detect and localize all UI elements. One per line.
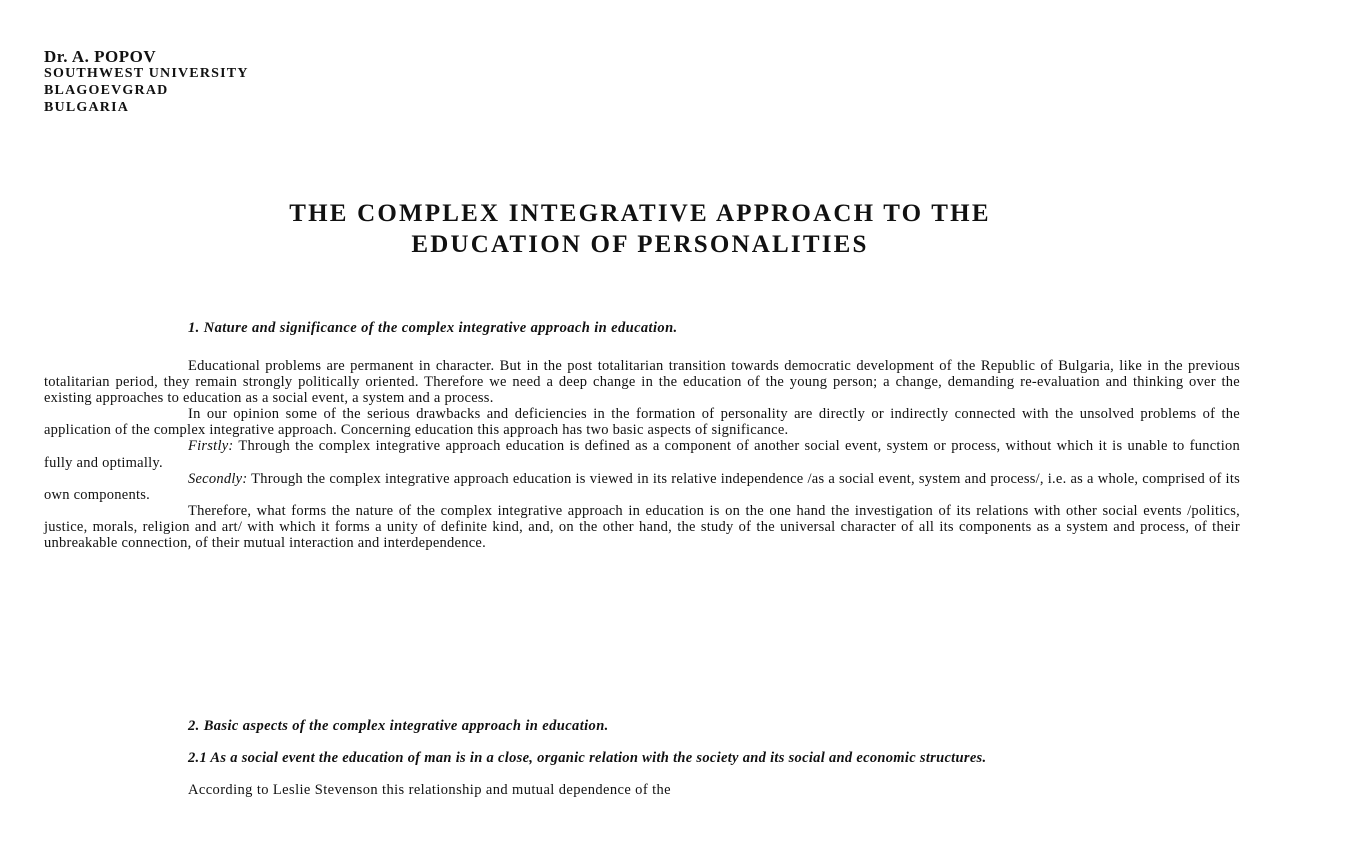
- paragraph-5: Therefore, what forms the nature of the complex integrative approach in education is on the one hand the investigation of its relations with other social events /politics, justice, morals, religion and art/ with which it forms a unity of definite kind, and, on the other hand, the study of the universal character of all its components as a system and process, of their unbreakable connection, of their mutual interaction and interdependence.: [44, 502, 1240, 552]
- secondly-label: Secondly:: [188, 470, 248, 487]
- paragraph-4: [44, 471, 1240, 503]
- paragraph-4-text: Through the complex integrative approach education is viewed in its relative independence /as a social event, system and process/, i.e. as a whole, comprised of its own components.: [44, 470, 1240, 503]
- affiliation-city: BLAGOEVGRAD: [44, 83, 169, 98]
- affiliation-university: SOUTHWEST UNIVERSITY: [44, 66, 249, 81]
- firstly-label: Firstly:: [188, 438, 234, 455]
- paragraph-3-text: Through the complex integrative approach education is defined as a component of another social event, system or process, without which it is unable to function fully and optimally.: [44, 438, 1240, 471]
- subsection-2-1-heading: 2.1 As a social event the education of man is in a close, organic relation with the society and its social and economic structures.: [188, 750, 987, 766]
- section-2-heading: 2. Basic aspects of the complex integrative approach in education.: [188, 718, 609, 734]
- author-block: [44, 48, 249, 116]
- section-1-heading: 1. Nature and significance of the complex integrative approach in education.: [188, 320, 678, 336]
- author-name: Dr. A. POPOV: [44, 47, 157, 66]
- paragraph-2: In our opinion some of the serious drawbacks and deficiencies in the formation of personality are directly or indirectly connected with the unsolved problems of the application of the complex integrative approach. Concerning education this approach has two basic aspects of significance.: [44, 406, 1240, 439]
- title-line-1: THE COMPLEX INTEGRATIVE APPROACH TO THE: [289, 200, 991, 227]
- paragraph-last-line: According to Leslie Stevenson this relationship and mutual dependence of the: [188, 782, 672, 798]
- paper-title: [40, 198, 1240, 260]
- paragraph-1: Educational problems are permanent in character. But in the post totalitarian transition towards democratic development of the Republic of Bulgaria, like in the previous totalitarian period, they remain strongly politically oriented. Therefore we need a deep change in the education of the young person; a change, demanding re-evaluation and thinking over the existing approaches to education as a social event, a system and a process.: [44, 358, 1240, 407]
- affiliation-country: BULGARIA: [44, 100, 130, 115]
- title-line-2: EDUCATION OF PERSONALITIES: [411, 231, 869, 258]
- section-1-body: [44, 358, 1240, 551]
- paragraph-3: [44, 438, 1240, 470]
